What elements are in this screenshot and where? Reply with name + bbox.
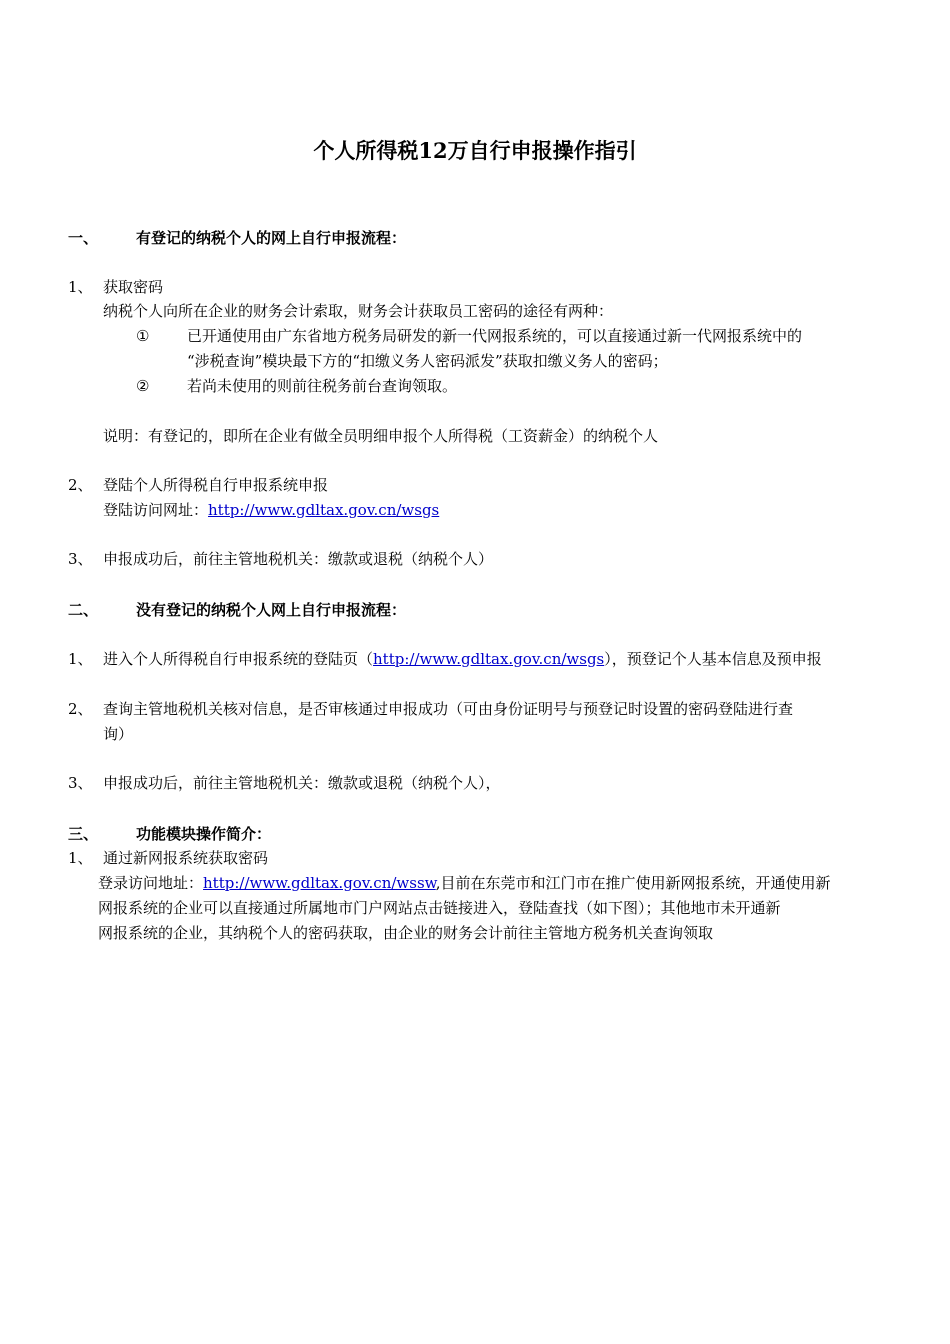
sec3-prefix: 登录访问地址： [98, 874, 204, 892]
sec2-item1-before: 进入个人所得税自行申报系统的登陆页（ [103, 650, 374, 668]
sec1-item1-desc: 纳税个人向所在企业的财务会计索取，财务会计获取员工密码的途径有两种： [103, 302, 614, 320]
sec2-item2-number: 2、 [68, 700, 93, 718]
sec2-item3-number: 3、 [68, 774, 93, 792]
sec2-item1-number: 1、 [68, 650, 93, 668]
sec1-note: 说明：有登记的，即所在企业有做全员明细申报个人所得税（工资薪金）的纳税个人 [103, 427, 659, 445]
section-3-heading: 功能模块操作简介： [136, 825, 272, 843]
sec2-item1-text [103, 647, 822, 672]
sec1-item2-label: 登陆个人所得税自行申报系统申报 [103, 476, 329, 494]
section-2-heading: 没有登记的纳税个人网上自行申报流程： [136, 601, 407, 619]
sec1-item1-label: 获取密码 [103, 278, 164, 296]
section-1-heading: 有登记的纳税个人的网上自行申报流程： [136, 229, 407, 247]
sec3-item1-number: 1、 [68, 849, 93, 867]
sec2-item2-line-1: 查询主管地税机关核对信息，是否审核通过申报成功（可由身份证明号与预登记时设置的密码登陆进行查 [103, 700, 794, 718]
option-1-line-2: “涉税查询”模块最下方的“扣缴义务人密码派发”获取扣缴义务人的密码； [187, 352, 668, 370]
sec1-item2-number: 2、 [68, 476, 93, 494]
wsgs-link[interactable]: http://www.gdltax.gov.cn/wsgs [208, 501, 440, 519]
sec3-line-3: 网报系统的企业，其纳税个人的密码获取，由企业的财务会计前往主管地方税务机关查询领取 [98, 924, 714, 942]
option-2-marker: ② [136, 377, 150, 395]
section-1-number: 一、 [68, 229, 99, 247]
sec3-item1-label: 通过新网报系统获取密码 [103, 849, 269, 867]
option-2-text: 若尚未使用的则前往税务前台查询领取。 [187, 377, 458, 395]
sec3-line-2: 网报系统的企业可以直接通过所属地市门户网站点击链接进入，登陆查找（如下图）；其他地市未开通新 [98, 899, 781, 917]
sec2-item3-text: 申报成功后，前往主管地税机关：缴款或退税（纳税个人）， [103, 774, 501, 792]
option-1-line-1: 已开通使用由广东省地方税务局研发的新一代网报系统的，可以直接通过新一代网报系统中的 [187, 327, 803, 345]
wsgs-link-2[interactable]: http://www.gdltax.gov.cn/wsgs [373, 650, 605, 668]
sec1-item2-url-line [103, 498, 439, 523]
sec1-item1-number: 1、 [68, 278, 93, 296]
option-1-marker: ① [136, 327, 150, 345]
sec1-item3-number: 3、 [68, 550, 93, 568]
section-2-number: 二、 [68, 601, 99, 619]
sec2-item2-line-2: 询） [103, 725, 134, 743]
section-3-number: 三、 [68, 825, 99, 843]
sec2-item1-after: ），预登记个人基本信息及预申报 [604, 650, 822, 668]
page-title: 个人所得税12万自行申报操作指引 [313, 138, 637, 163]
wssw-link[interactable]: http://www.gdltax.gov.cn/wssw [203, 874, 436, 892]
url-prefix: 登陆访问网址： [103, 501, 209, 519]
sec3-line-1-rest: ,目前在东莞市和江门市在推广使用新网报系统，开通使用新 [435, 874, 831, 892]
sec1-item3-text: 申报成功后，前往主管地税机关：缴款或退税（纳税个人） [103, 550, 494, 568]
sec3-line-1 [98, 871, 831, 896]
